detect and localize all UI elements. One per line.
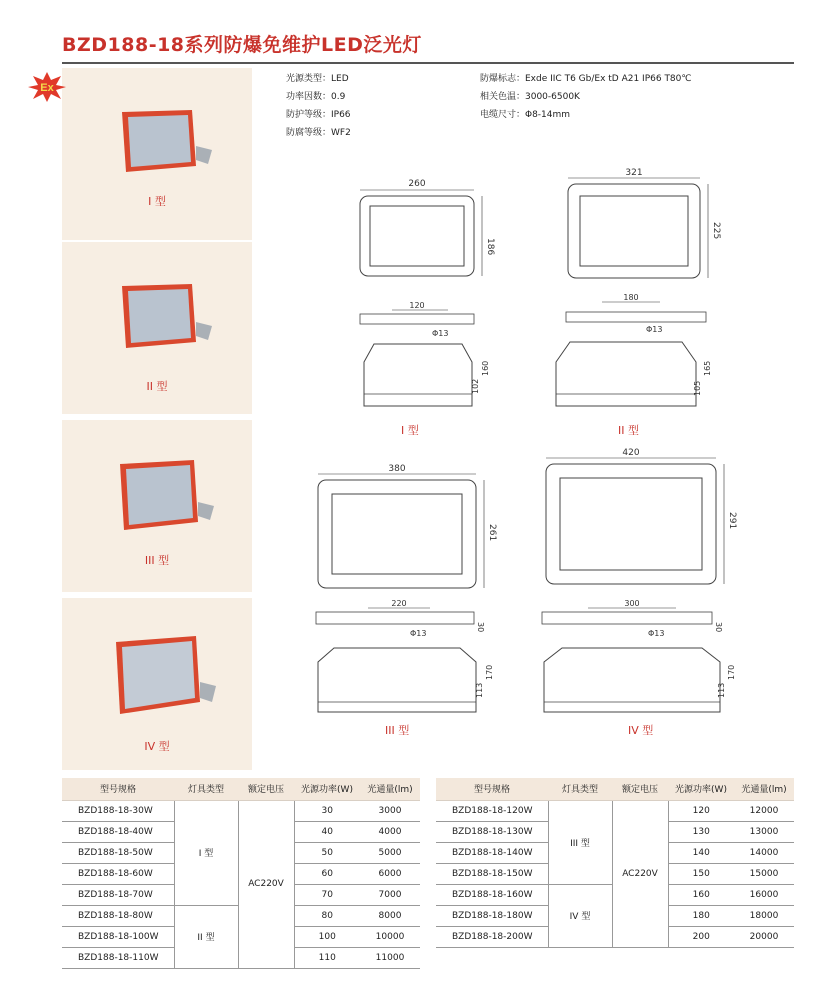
cell-model: BZD188-18-50W: [62, 842, 174, 863]
cell-flux: 5000: [360, 842, 420, 863]
drawing-label-type-1: I 型: [401, 424, 419, 437]
cell-voltage: AC220V: [612, 800, 668, 947]
cell-flux: 8000: [360, 905, 420, 926]
dim-width-type-4: 420: [622, 448, 640, 458]
cell-power: 80: [294, 905, 360, 926]
panel-label-type-1: I 型: [148, 195, 166, 208]
title-rule: [62, 62, 794, 64]
drawing-type-1: [352, 166, 495, 426]
th-voltage: 额定电压: [612, 778, 668, 800]
cell-power: 100: [294, 926, 360, 947]
cell-model: BZD188-18-80W: [62, 905, 174, 926]
cell-power: 140: [668, 842, 734, 863]
product-panel-type-1: [62, 68, 252, 240]
dim-side-h2-type-3: 170: [485, 664, 494, 680]
page-title: BZD188-18系列防爆免维护LED泛光灯: [62, 34, 422, 56]
drawing-type-3: [312, 462, 502, 722]
dim-bracket-type-2: 180: [623, 293, 639, 302]
dim-side-h1-type-3: 113: [475, 682, 484, 698]
th-model: 型号规格: [62, 778, 174, 800]
cell-flux: 16000: [734, 884, 794, 905]
dim-side-h1-type-2: 105: [693, 380, 702, 396]
th-flux: 光通量(lm): [734, 778, 794, 800]
dim-height-type-1: 186: [485, 238, 495, 256]
cell-flux: 6000: [360, 863, 420, 884]
lamp-photo-type-2: [112, 280, 216, 364]
cell-flux: 13000: [734, 821, 794, 842]
th-type: 灯具类型: [174, 778, 238, 800]
cell-power: 60: [294, 863, 360, 884]
table-row: [436, 800, 794, 821]
dim-side-h2-type-1: 160: [481, 360, 490, 376]
dim-hole-type-1: Φ13: [432, 329, 449, 338]
cell-flux: 7000: [360, 884, 420, 905]
spec-protection-level: 防护等级：IP66: [286, 110, 351, 120]
lamp-photo-type-1: [112, 106, 216, 190]
product-panel-type-2: [62, 242, 252, 414]
spec-light-source: 光源类型：LED: [286, 74, 349, 84]
spec-color-temp: 相关色温：3000-6500K: [480, 92, 580, 102]
dim-bracket-type-1: 120: [409, 301, 425, 310]
drawing-label-type-2: II 型: [618, 424, 639, 437]
cell-type: II 型: [174, 905, 238, 968]
cell-model: BZD188-18-120W: [436, 800, 548, 821]
drawing-type-4: [538, 446, 738, 722]
specs-right: [480, 70, 692, 124]
dim-hole-type-4: Φ13: [648, 629, 665, 638]
dim-hole-type-2: Φ13: [646, 325, 663, 334]
cell-power: 180: [668, 905, 734, 926]
dim-side-h1-type-4: 113: [717, 682, 726, 698]
th-power: 光源功率(W): [668, 778, 734, 800]
panel-label-type-3: III 型: [144, 554, 170, 567]
cell-model: BZD188-18-60W: [62, 863, 174, 884]
dim-height-type-3: 261: [487, 524, 497, 542]
drawing-type-2: [550, 166, 720, 426]
dim-width-type-1: 260: [408, 179, 426, 189]
th-type: 灯具类型: [548, 778, 612, 800]
th-power: 光源功率(W): [294, 778, 360, 800]
cell-power: 200: [668, 926, 734, 947]
cell-flux: 12000: [734, 800, 794, 821]
cell-flux: 18000: [734, 905, 794, 926]
drawing-label-type-4: IV 型: [628, 724, 654, 737]
specs-left: [286, 70, 351, 142]
cell-flux: 11000: [360, 947, 420, 968]
cell-flux: 15000: [734, 863, 794, 884]
cell-flux: 20000: [734, 926, 794, 947]
th-voltage: 额定电压: [238, 778, 294, 800]
cell-model: BZD188-18-160W: [436, 884, 548, 905]
cell-model: BZD188-18-200W: [436, 926, 548, 947]
cell-model: BZD188-18-180W: [436, 905, 548, 926]
product-panel-type-4: [62, 598, 252, 770]
cell-model: BZD188-18-150W: [436, 863, 548, 884]
drawing-label-type-3: III 型: [385, 724, 410, 737]
cell-type: III 型: [548, 800, 612, 884]
cell-power: 120: [668, 800, 734, 821]
spec-cable-size: 电缆尺寸：Φ8-14mm: [480, 110, 571, 120]
panel-label-type-4: IV 型: [144, 740, 170, 753]
cell-power: 150: [668, 863, 734, 884]
spec-explosion-mark: 防爆标志：Exde IIC T6 Gb/Ex tD A21 IP66 T80℃: [480, 74, 692, 84]
cell-model: BZD188-18-100W: [62, 926, 174, 947]
lamp-photo-type-4: [112, 636, 216, 720]
dim-bracket-h-type-3: 30: [476, 622, 485, 633]
dim-bracket-type-3: 220: [391, 599, 407, 608]
dim-side-h2-type-4: 170: [727, 664, 736, 680]
cell-model: BZD188-18-40W: [62, 821, 174, 842]
spec-table-right: [436, 778, 794, 948]
dim-bracket-h-type-4: 30: [714, 622, 723, 633]
dim-width-type-2: 321: [625, 168, 643, 178]
cell-type: I 型: [174, 800, 238, 905]
cell-power: 70: [294, 884, 360, 905]
dim-width-type-3: 380: [388, 464, 406, 474]
cell-model: BZD188-18-70W: [62, 884, 174, 905]
cell-type: IV 型: [548, 884, 612, 947]
cell-power: 160: [668, 884, 734, 905]
dim-height-type-4: 291: [727, 512, 737, 530]
cell-voltage: AC220V: [238, 800, 294, 968]
spec-corrosion-level: 防腐等级：WF2: [286, 128, 351, 138]
dim-side-h1-type-1: 102: [471, 378, 480, 394]
cell-flux: 14000: [734, 842, 794, 863]
th-model: 型号规格: [436, 778, 548, 800]
dim-bracket-type-4: 300: [624, 599, 640, 608]
lamp-photo-type-3: [112, 458, 216, 542]
dim-side-h2-type-2: 165: [703, 360, 712, 376]
cell-flux: 3000: [360, 800, 420, 821]
ex-badge-icon: [28, 72, 66, 102]
cell-power: 40: [294, 821, 360, 842]
cell-model: BZD188-18-130W: [436, 821, 548, 842]
th-flux: 光通量(lm): [360, 778, 420, 800]
table-row: [62, 800, 420, 821]
spec-power-factor: 功率因数：0.9: [286, 92, 346, 102]
spec-table-left: [62, 778, 420, 969]
cell-model: BZD188-18-30W: [62, 800, 174, 821]
dim-hole-type-3: Φ13: [410, 629, 427, 638]
cell-model: BZD188-18-110W: [62, 947, 174, 968]
product-panel-type-3: [62, 420, 252, 592]
cell-flux: 10000: [360, 926, 420, 947]
cell-flux: 4000: [360, 821, 420, 842]
cell-power: 30: [294, 800, 360, 821]
dim-height-type-2: 225: [711, 222, 721, 240]
cell-power: 130: [668, 821, 734, 842]
cell-model: BZD188-18-140W: [436, 842, 548, 863]
cell-power: 110: [294, 947, 360, 968]
ex-badge-text: Ex: [40, 82, 54, 94]
panel-label-type-2: II 型: [146, 380, 168, 393]
cell-power: 50: [294, 842, 360, 863]
